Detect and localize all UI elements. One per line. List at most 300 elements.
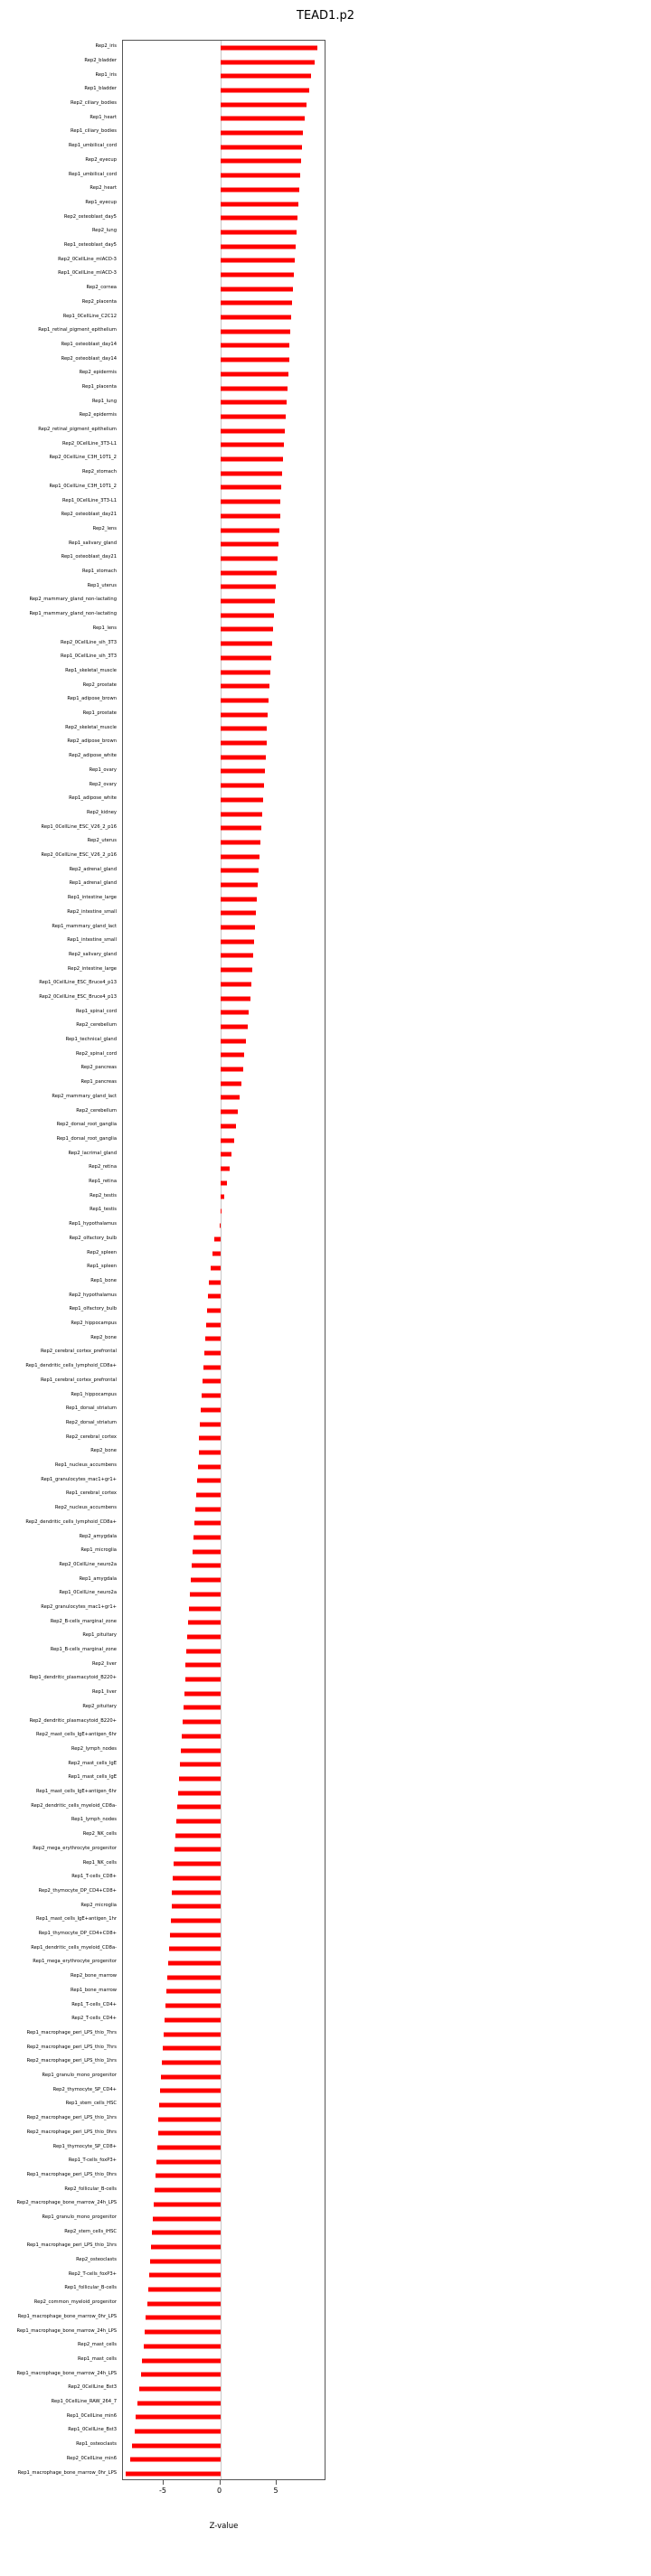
bar [221, 485, 282, 490]
bar [203, 1365, 221, 1369]
bar [184, 1706, 221, 1710]
y-tick-label: Rep1_0CellLine_ESC_V26_2_p16 [41, 823, 117, 830]
bar-row [123, 1062, 325, 1076]
bar [221, 1138, 234, 1142]
bar [221, 244, 297, 249]
y-tick-label: Rep1_intestine_small [67, 937, 117, 944]
y-tick-label: Rep2_mega_erythrocyte_progenitor [33, 1845, 117, 1851]
y-tick-label: Rep2_testis [90, 1192, 117, 1199]
bar-row [123, 1573, 325, 1587]
bar [221, 797, 263, 802]
bar [221, 174, 300, 178]
bar [221, 840, 260, 844]
bar-row [123, 651, 325, 665]
bar [221, 769, 265, 774]
y-tick-label: Rep2_macrophage_peri_LPS_thio_0hrs [26, 2129, 117, 2135]
x-tick-label: 0 [216, 2487, 222, 2495]
bar-row [123, 1814, 325, 1829]
bar-row [123, 2098, 325, 2112]
bar [163, 2046, 221, 2051]
bar-row [123, 197, 325, 212]
bar-row [123, 296, 325, 311]
bar [153, 2216, 221, 2221]
bar [221, 755, 266, 759]
bar [183, 1720, 221, 1725]
y-tick-label: Rep1_macrophage_peri_LPS_thio_7hrs [26, 2029, 117, 2035]
bar-row [123, 1119, 325, 1133]
y-tick-label: Rep1_0CellLine_3T3-L1 [62, 497, 117, 503]
bar [174, 1862, 220, 1866]
bar [221, 457, 283, 462]
bar [152, 2231, 221, 2235]
y-tick-label: Rep2_intestine_small [67, 908, 117, 915]
bar-row [123, 2197, 325, 2212]
bar-row [123, 1928, 325, 1942]
bar-row [123, 2127, 325, 2141]
y-tick-label: Rep1_mega_erythrocyte_progenitor [33, 1959, 117, 1965]
bar-row [123, 2269, 325, 2283]
bar [221, 869, 259, 873]
bar-row [123, 69, 325, 83]
bar-row [123, 395, 325, 409]
y-tick-label: Rep2_bone [90, 1448, 117, 1454]
y-tick-label: Rep1_0CellLine_mlACD-3 [58, 270, 117, 277]
bar-row [123, 2367, 325, 2382]
bar [136, 2415, 220, 2420]
bar-row [123, 509, 325, 523]
y-tick-label: Rep2_spinal_cord [75, 1050, 117, 1057]
y-tick-label: Rep1_ciliary_bodies [71, 128, 117, 135]
y-tick-label: Rep2_hippocampus [71, 1321, 117, 1327]
y-tick-label: Rep2_0CellLine_3T3-L1 [62, 440, 117, 447]
bar-row [123, 409, 325, 424]
bar [221, 117, 305, 121]
y-tick-label: Rep1_salivary_gland [68, 540, 117, 546]
bar [186, 1649, 220, 1653]
bar-row [123, 1360, 325, 1375]
bar-row [123, 1403, 325, 1417]
y-tick-label: Rep1_pancreas [80, 1079, 117, 1086]
bar [193, 1536, 221, 1540]
y-tick-label: Rep1_prostate [82, 710, 117, 717]
bar-row [123, 140, 325, 155]
y-tick-label: Rep1_granulo_mono_progenitor [42, 2214, 117, 2220]
bar [221, 570, 277, 575]
bar-row [123, 580, 325, 595]
bar-row [123, 1857, 325, 1871]
bar [221, 1110, 238, 1114]
bar-row [123, 2325, 325, 2339]
bar [214, 1237, 221, 1242]
bar [182, 1734, 221, 1738]
y-tick-label: Rep2_pancreas [80, 1065, 117, 1071]
bar-row [123, 1005, 325, 1020]
bar-row [123, 963, 325, 977]
bar [221, 712, 269, 717]
y-tick-label: Rep1_macrophage_bone_marrow_0hr_LPS [17, 2469, 117, 2476]
bar-row [123, 168, 325, 183]
y-tick-label: Rep1_iris [95, 71, 117, 78]
bar-row [123, 2297, 325, 2311]
bar-row [123, 1020, 325, 1034]
bar [221, 670, 271, 674]
bar-row [123, 1672, 325, 1687]
y-tick-label: Rep2_osteoclasts [76, 2257, 117, 2263]
bar-row [123, 1659, 325, 1673]
y-tick-label: Rep2_spleen [87, 1249, 117, 1255]
bar-rows [123, 41, 325, 2479]
bar-row [123, 424, 325, 438]
bar [221, 1095, 240, 1100]
y-tick-label: Rep1_thymocyte_SP_CD8+ [52, 2143, 117, 2149]
y-tick-label: Rep1_granulo_mono_progenitor [42, 2073, 117, 2079]
bar [221, 1067, 243, 1072]
y-tick-label: Rep1_stem_cells_HSC [65, 2101, 117, 2107]
bar [221, 1209, 222, 1214]
bar-row [123, 665, 325, 680]
bar [175, 1833, 220, 1838]
y-tick-label: Rep1_dorsal_striatum [65, 1406, 117, 1412]
y-tick-label: Rep1_thymocyte_DP_CD4+CD8+ [38, 1931, 117, 1937]
y-tick-label: Rep1_macrophage_peri_LPS_thio_0hrs [26, 2171, 117, 2177]
bar [221, 187, 300, 192]
bar-row [123, 1829, 325, 1843]
bar-row [123, 2453, 325, 2468]
bar-row [123, 155, 325, 169]
bar-row [123, 2183, 325, 2197]
bar-row [123, 835, 325, 850]
bar [221, 131, 304, 136]
bar [200, 1422, 220, 1426]
bar-row [123, 268, 325, 282]
bar [157, 2146, 221, 2150]
y-tick-label: Rep1_osteoclasts [76, 2441, 117, 2448]
bar-row [123, 2439, 325, 2453]
bar-row [123, 1602, 325, 1616]
y-tick-label: Rep1_lens [92, 625, 117, 631]
bar [154, 2202, 221, 2206]
bar-row [123, 1941, 325, 1956]
bar [184, 1691, 221, 1696]
bar-row [123, 1786, 325, 1800]
bar [221, 784, 264, 788]
y-tick-label: Rep2_0CellLine_C3H_10T1_2 [49, 455, 117, 461]
bar-row [123, 977, 325, 992]
bar [158, 2131, 221, 2136]
y-tick-label: Rep1_umbilical_cord [68, 171, 117, 177]
bar [221, 854, 260, 859]
bar-row [123, 1956, 325, 1970]
y-tick-label: Rep1_hippocampus [71, 1391, 117, 1397]
bar-row [123, 1233, 325, 1247]
y-tick-label: Rep2_skeletal_muscle [65, 724, 117, 730]
bar [221, 655, 272, 660]
bar-row [123, 2396, 325, 2411]
bar-row [123, 594, 325, 608]
bar-row [123, 750, 325, 765]
bar [221, 273, 295, 277]
y-tick-label: Rep2_granulocytes_mac1+gr1+ [41, 1603, 117, 1610]
y-tick-label: Rep1_NK_cells [82, 1859, 117, 1866]
y-tick-label: Rep2_B-cells_marginal_zone [50, 1618, 117, 1624]
y-tick-label: Rep2_ovary [89, 781, 117, 787]
bar [221, 883, 259, 888]
y-tick-label: Rep1_spinal_cord [75, 1008, 117, 1014]
bar [221, 400, 287, 405]
bar-row [123, 693, 325, 708]
bar-row [123, 821, 325, 835]
y-tick-label: Rep1_adipose_brown [67, 696, 117, 702]
x-tick-label: -5 [159, 2487, 166, 2495]
y-tick-label: Rep2_lens [92, 525, 117, 531]
bar-row [123, 240, 325, 254]
plot-area [122, 40, 326, 2480]
y-tick-label: Rep1_testis [90, 1207, 117, 1213]
bar-row [123, 466, 325, 481]
bar-row [123, 1431, 325, 1445]
y-tick-label: Rep2_thymocyte_SP_CD4+ [52, 2086, 117, 2092]
x-tick-label: 5 [273, 2487, 278, 2495]
bar-row [123, 1246, 325, 1261]
y-tick-label: Rep1_granulocytes_mac1+gr1+ [41, 1476, 117, 1482]
bar-row [123, 1303, 325, 1318]
bar-row [123, 1871, 325, 1885]
y-tick-label: Rep1_heart [90, 114, 117, 120]
y-tick-label: Rep1_cerebral_cortex [65, 1490, 117, 1497]
bar-row [123, 438, 325, 453]
bar [209, 1280, 221, 1284]
bar [170, 1932, 221, 1937]
y-tick-label: Rep1_dorsal_root_ganglia [56, 1135, 117, 1142]
bar-row [123, 1899, 325, 1913]
bar [165, 2017, 221, 2022]
bar-row [123, 2240, 325, 2254]
bar-row [123, 850, 325, 864]
bar [195, 1507, 221, 1511]
y-tick-label: Rep2_adipose_white [69, 753, 117, 759]
bar [221, 1039, 247, 1043]
bar-row [123, 1843, 325, 1857]
y-tick-label: Rep2_pituitary [82, 1703, 117, 1709]
y-tick-label: Rep2_mammary_gland_lact [52, 1093, 117, 1099]
y-tick-label: Rep2_cerebral_cortex_prefrontal [40, 1349, 117, 1355]
bar-row [123, 41, 325, 55]
y-tick-label: Rep2_0CellLine_neuro2a [59, 1561, 117, 1567]
bar [139, 2386, 220, 2391]
bar-row [123, 253, 325, 268]
bar [221, 528, 279, 532]
bar [221, 443, 284, 447]
bar-row [123, 1091, 325, 1105]
bar [190, 1592, 221, 1596]
bar-row [123, 778, 325, 793]
y-tick-label: Rep1_mast_cells_IgE [68, 1774, 117, 1781]
bar [189, 1606, 220, 1611]
bar-row [123, 1530, 325, 1545]
bar [221, 1053, 245, 1058]
y-tick-label: Rep2_salivary_gland [68, 951, 117, 957]
y-tick-label: Rep2_cornea [86, 285, 117, 291]
bar [158, 2117, 220, 2121]
bar [194, 1521, 221, 1526]
bar [144, 2344, 221, 2348]
y-tick-label: Rep1_retinal_pigment_epithelium [38, 327, 117, 334]
y-tick-label: Rep1_0CellLine_min6 [66, 2412, 117, 2419]
bar-row [123, 1218, 325, 1233]
y-tick-label: Rep1_eyecup [85, 199, 117, 205]
y-tick-label: Rep1_olfactory_bulb [69, 1306, 117, 1312]
y-tick-label: Rep2_mast_cells [78, 2342, 117, 2348]
bar [221, 145, 303, 149]
y-tick-label: Rep2_osteoblast_day5 [63, 213, 117, 220]
bar [160, 2089, 220, 2093]
bar [166, 1989, 221, 1994]
y-tick-label: Rep2_adipose_brown [67, 738, 117, 745]
bar [169, 1947, 221, 1951]
bar [172, 1890, 220, 1894]
y-tick-label: Rep1_T-cells_CD4+ [71, 2001, 117, 2007]
bar-row [123, 892, 325, 907]
bar-row [123, 1147, 325, 1161]
bar [156, 2159, 221, 2164]
y-tick-label: Rep2_mast_cells_IgE [68, 1760, 117, 1766]
bar [185, 1663, 220, 1668]
bar [212, 1252, 221, 1256]
bar [221, 315, 292, 320]
bar [145, 2330, 221, 2335]
bar [202, 1394, 220, 1398]
bar [159, 2103, 220, 2108]
y-tick-label: Rep1_dendritic_plasmacytoid_B220+ [29, 1675, 117, 1681]
bar [221, 386, 288, 390]
bar-row [123, 98, 325, 112]
bar [191, 1578, 221, 1583]
bar [193, 1549, 221, 1554]
y-tick-label: Rep1_bone [90, 1277, 117, 1283]
bar [221, 599, 275, 604]
y-tick-label: Rep2_epidermis [79, 412, 117, 418]
y-tick-label: Rep1_amygdala [79, 1575, 117, 1582]
bar-row [123, 623, 325, 637]
bar [221, 230, 297, 234]
bar [221, 358, 289, 362]
bar [172, 1904, 221, 1909]
bar [221, 1081, 241, 1086]
bar-row [123, 1417, 325, 1432]
y-tick-label: Rep1_mast_cells_IgE+antigen_1hr [35, 1916, 117, 1923]
y-tick-label: Rep1_0CellLine_Bst3 [68, 2427, 117, 2433]
bar [199, 1436, 220, 1441]
bar [221, 216, 298, 221]
y-tick-label: Rep2_stomach [81, 469, 117, 475]
y-tick-label: Rep2_osteoblast_day21 [61, 512, 117, 518]
y-tick-label: Rep1_cerebral_cortex_prefrontal [40, 1377, 117, 1383]
y-tick-label: Rep1_0CellLine_RAW_264_7 [51, 2399, 117, 2405]
bar [221, 1180, 228, 1185]
bar-row [123, 721, 325, 736]
y-tick-label: Rep2_bone_marrow [71, 1973, 117, 1979]
y-tick-label: Rep2_osteoblast_day14 [61, 355, 117, 362]
y-tick-label: Rep2_0CellLine_ESC_V26_2_p16 [41, 852, 117, 859]
bar-row [123, 452, 325, 466]
y-tick-label: Rep2_0CellLine_mlACD-3 [58, 256, 117, 262]
bar [221, 500, 281, 504]
y-tick-label: Rep1_0CellLine_ESC_Bruce4_p13 [39, 980, 117, 986]
y-tick-label: Rep1_bladder [84, 86, 117, 92]
y-tick-label: Rep2_dendritic_plasmacytoid_B220+ [29, 1717, 117, 1724]
bar-row [123, 1034, 325, 1048]
bar-row [123, 494, 325, 509]
bar-row [123, 1559, 325, 1574]
bar-row [123, 339, 325, 353]
y-tick-label: Rep1_dendritic_cells_myeloid_CD8a- [31, 1944, 117, 1951]
bar-row [123, 2055, 325, 2070]
y-tick-label: Rep1_umbilical_cord [68, 143, 117, 149]
bar-row [123, 1445, 325, 1460]
bar [221, 954, 254, 958]
bar [221, 1195, 225, 1199]
bar-row [123, 1985, 325, 1999]
y-tick-label: Rep1_T-cells_foxP3+ [68, 2158, 117, 2164]
y-tick-label: Rep1_placenta [81, 383, 117, 390]
bar [208, 1294, 221, 1299]
y-tick-label: Rep1_nucleus_accumbens [54, 1462, 117, 1469]
y-tick-label: Rep1_uterus [87, 582, 117, 588]
bar [221, 826, 261, 831]
y-tick-label: Rep2_prostate [82, 682, 117, 688]
y-tick-label: Rep1_intestine_large [67, 895, 117, 901]
bar-row [123, 1545, 325, 1559]
y-tick-label: Rep2_mast_cells_IgE+antigen_6hr [35, 1732, 117, 1738]
y-tick-label: Rep2_hypothalamus [69, 1292, 117, 1298]
bar-row [123, 1176, 325, 1190]
bar [176, 1819, 221, 1824]
y-tick-label: Rep2_eyecup [85, 156, 117, 163]
bar-row [123, 1105, 325, 1119]
y-tick-label: Rep1_0CellLine_neuro2a [59, 1590, 117, 1596]
y-tick-label: Rep1_mammary_gland_lact [52, 923, 117, 929]
bar [192, 1564, 221, 1568]
y-tick-label: Rep1_dendritic_cells_lymphoid_CD8a+ [25, 1363, 117, 1369]
y-tick-label: Rep2_dendritic_cells_lymphoid_CD8a+ [25, 1518, 117, 1525]
bar-row [123, 1190, 325, 1205]
y-tick-label: Rep1_mast_cells_IgE+antigen_6hr [35, 1789, 117, 1795]
bar-row [123, 2140, 325, 2155]
bar [221, 301, 293, 306]
bar [221, 1166, 231, 1170]
bar [204, 1351, 221, 1356]
y-tick-label: Rep1_0CellLine_sih_3T3 [61, 653, 117, 660]
bar-row [123, 1744, 325, 1758]
bar-row [123, 2424, 325, 2439]
bar [221, 202, 299, 206]
bar [151, 2244, 221, 2249]
bar-row [123, 2112, 325, 2127]
bar-row [123, 807, 325, 822]
y-tick-label: Rep2_lung [91, 228, 117, 234]
bar [188, 1621, 220, 1625]
y-tick-label: Rep2_nucleus_accumbens [54, 1505, 117, 1511]
y-tick-label: Rep2_cerebral_cortex [65, 1434, 117, 1440]
y-tick-label: Rep2_adrenal_gland [69, 866, 117, 872]
bar-row [123, 1502, 325, 1517]
bar-row [123, 2027, 325, 2042]
bar [171, 1918, 221, 1923]
y-tick-label: Rep2_macrophage_peri_LPS_thio_1hrs [26, 2058, 117, 2064]
bar [221, 102, 307, 107]
bar [221, 287, 294, 291]
bar-row [123, 2041, 325, 2055]
